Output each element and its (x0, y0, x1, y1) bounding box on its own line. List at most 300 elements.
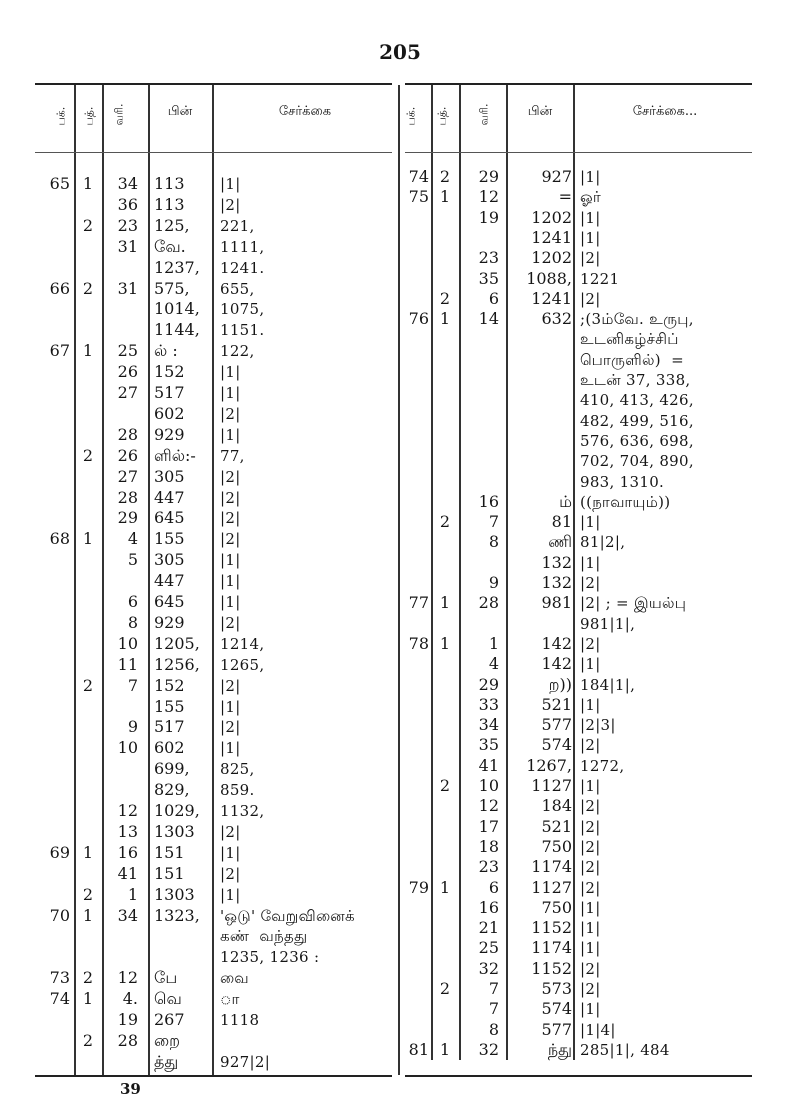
table-row (400, 187, 800, 207)
cell-vari: 28 (117, 487, 138, 507)
cell-serkkai: 1111, (220, 237, 265, 256)
cell-pak: 66 (49, 278, 70, 298)
cell-vari: 12 (117, 968, 138, 988)
cell-pin: 1127 (531, 877, 572, 897)
cell-pin: 577 (541, 1019, 572, 1039)
cell-pin: 521 (541, 694, 572, 714)
cell-serkkai: |2| (220, 822, 241, 841)
table-row (0, 634, 400, 655)
cell-serkkai: |2| (580, 980, 601, 998)
cell-pathi: 1 (82, 529, 94, 549)
cell-pin: 1323, (154, 905, 200, 925)
table-row (400, 735, 800, 755)
table-row (400, 614, 800, 634)
cell-pin: ம் (559, 491, 572, 511)
cell-pin: 132 (541, 573, 572, 592)
cell-serkkai: |1| (580, 513, 601, 532)
table-row (0, 1010, 400, 1031)
cell-serkkai: 184|1|, (580, 675, 636, 694)
table-row (400, 451, 800, 471)
cell-pin: 929 (154, 612, 185, 632)
cell-vari: 35 (478, 735, 499, 755)
cell-pin: 645 (154, 592, 185, 611)
cell-pathi: 2 (439, 979, 451, 998)
cell-pin: 267 (154, 1010, 185, 1029)
table-row (400, 248, 800, 268)
cell-vari: 6 (127, 592, 138, 611)
cell-pak: 74 (408, 167, 429, 186)
table-row (0, 885, 400, 906)
cell-pak: 65 (49, 174, 70, 193)
cell-pak: 76 (408, 309, 429, 329)
cell-pin: 574 (541, 735, 572, 755)
cell-pin: 577 (541, 715, 572, 735)
cell-pin: 517 (154, 717, 185, 737)
cell-vari: 14 (478, 309, 499, 329)
header-pin-right: பின் (527, 104, 553, 119)
cell-vari: 11 (117, 654, 138, 674)
table-row (0, 571, 400, 592)
cell-vari: 1 (488, 633, 499, 653)
table-row (400, 573, 800, 593)
cell-serkkai: |1| (580, 777, 601, 795)
cell-serkkai: |2| (580, 736, 601, 755)
cell-pin: 632 (541, 309, 572, 329)
cell-vari: 21 (478, 918, 499, 938)
cell-pin: 1029, (154, 801, 200, 820)
cell-serkkai: |1| (580, 939, 601, 958)
cell-vari: 41 (117, 863, 138, 883)
cell-serkkai: 927|2| (220, 1052, 271, 1071)
table-row (0, 717, 400, 738)
cell-pin: 517 (154, 383, 185, 402)
cell-vari: 16 (117, 842, 138, 862)
cell-serkkai: |1| (580, 208, 601, 227)
cell-vari: 27 (117, 383, 138, 402)
table-row (400, 857, 800, 877)
cell-serkkai: 1118 (220, 1011, 260, 1029)
cell-vari: 26 (117, 445, 138, 465)
cell-serkkai: |2| (580, 634, 601, 653)
cell-pin: ணி (548, 532, 572, 552)
cell-pin: 1127 (531, 776, 572, 795)
cell-serkkai: |1| (580, 228, 601, 247)
cell-pin: பே (154, 968, 178, 988)
cell-pathi: 2 (439, 776, 451, 795)
cell-pin: 142 (541, 654, 572, 674)
cell-serkkai: 285|1|, 484 (580, 1040, 670, 1059)
table-row (400, 898, 800, 918)
cell-serkkai: 1214, (220, 634, 265, 653)
cell-vari: 23 (117, 215, 138, 235)
cell-pin: 521 (541, 816, 572, 836)
cell-vari: 25 (117, 341, 138, 361)
cell-pin: 184 (541, 796, 572, 816)
cell-pin: 305 (154, 550, 185, 570)
table-row (0, 1031, 400, 1052)
cell-vari: 28 (478, 593, 499, 613)
table-row (400, 1040, 800, 1060)
table-row (400, 309, 800, 329)
cell-pin: 575, (154, 278, 190, 298)
table-row (0, 279, 400, 300)
cell-vari: 31 (117, 236, 138, 256)
table-row (0, 299, 400, 320)
table-row (400, 472, 800, 492)
cell-serkkai: ா (220, 990, 240, 1009)
cell-pak: 79 (408, 877, 429, 897)
cell-pak: 77 (408, 593, 429, 613)
cell-vari: 12 (117, 801, 138, 820)
cell-pin: 1202 (531, 207, 572, 227)
cell-serkkai: |2| (580, 574, 601, 592)
cell-pathi: 2 (82, 1030, 94, 1050)
table-row (0, 1052, 400, 1073)
cell-serkkai: 576, 636, 698, (580, 431, 694, 450)
table-row (400, 979, 800, 999)
table-row (0, 383, 400, 404)
cell-serkkai: 1235, 1236 : (220, 948, 320, 967)
header-pak-left: பக். (54, 106, 68, 126)
table-row (0, 320, 400, 341)
cell-vari: 34 (117, 174, 138, 193)
cell-pin: 1152 (531, 918, 572, 938)
cell-pin: 829, (154, 780, 190, 800)
cell-pathi: 2 (82, 968, 94, 988)
cell-pathi: 2 (82, 278, 94, 298)
table-row (0, 947, 400, 968)
cell-serkkai: |1| (580, 695, 601, 714)
header-vari-right: வரி. (477, 103, 491, 126)
cell-pathi: 2 (82, 215, 94, 235)
cell-pin: 602 (154, 403, 185, 423)
cell-vari: 4. (122, 989, 138, 1009)
cell-pak: 73 (49, 968, 70, 988)
table-row (400, 532, 800, 552)
table-row (0, 759, 400, 780)
cell-serkkai: |2| (220, 488, 241, 507)
cell-pathi: 1 (439, 593, 451, 613)
cell-vari: 9 (488, 573, 499, 592)
cell-pin: 929 (154, 424, 185, 444)
cell-vari: 32 (478, 1039, 499, 1059)
cell-pin: 125, (154, 215, 190, 235)
cell-serkkai: ஓர் (580, 188, 602, 207)
cell-pak: 68 (49, 529, 70, 549)
cell-vari: 7 (488, 999, 499, 1019)
table-row (0, 216, 400, 237)
cell-vari: 23 (478, 248, 499, 268)
header-rule-right (405, 152, 752, 153)
cell-pin: 573 (541, 979, 572, 998)
cell-pin: 155 (154, 696, 185, 716)
cell-serkkai: ;(3ம்வே. உருபு, (580, 310, 694, 329)
cell-serkkai: |1| (580, 898, 601, 917)
header-pathi-right: பத். (435, 106, 449, 126)
table-row (0, 508, 400, 529)
cell-serkkai: |2| (220, 467, 241, 486)
cell-vari: 32 (478, 958, 499, 978)
cell-vari: 18 (478, 836, 499, 856)
table-row (400, 878, 800, 898)
cell-pin: வே. (154, 236, 186, 256)
cell-serkkai: வை (220, 969, 249, 988)
cell-pathi: 2 (439, 512, 451, 532)
cell-pin: 981 (541, 593, 572, 613)
cell-pin: 1174 (531, 857, 572, 877)
cell-pathi: 1 (439, 1039, 451, 1059)
cell-serkkai: |1|4| (580, 1020, 616, 1039)
cell-vari: 34 (478, 715, 499, 735)
cell-pin: 699, (154, 759, 190, 779)
table-row (400, 370, 800, 390)
cell-serkkai: |2| (580, 858, 601, 877)
table-row (400, 269, 800, 289)
cell-vari: 7 (488, 979, 499, 998)
table-row (0, 655, 400, 676)
cell-vari: 8 (488, 532, 499, 552)
table-row (400, 959, 800, 979)
cell-pin: 602 (154, 738, 185, 758)
cell-vari: 29 (478, 167, 499, 186)
cell-serkkai: |1| (220, 384, 241, 402)
cell-vari: 26 (117, 362, 138, 382)
cell-vari: 7 (127, 675, 138, 695)
cell-serkkai: |2|3| (580, 716, 616, 735)
cell-serkkai: |1| (580, 919, 601, 938)
cell-serkkai: |2| (220, 530, 241, 549)
cell-vari: 4 (127, 529, 138, 549)
cell-vari: 23 (478, 857, 499, 877)
cell-serkkai: |1| (220, 551, 241, 570)
cell-pathi: 1 (82, 341, 94, 361)
cell-serkkai: |2| (580, 959, 601, 978)
table-row (400, 837, 800, 857)
cell-serkkai: |2| (220, 613, 241, 632)
cell-vari: 9 (127, 717, 138, 737)
table-row (400, 492, 800, 512)
cell-pin: த்து (154, 1051, 179, 1071)
cell-vari: 27 (117, 466, 138, 486)
cell-vari: 12 (478, 796, 499, 816)
table-row (400, 431, 800, 451)
cell-serkkai: ((நாவாயும்)) (580, 492, 671, 511)
cell-pathi: 1 (439, 309, 451, 329)
cell-vari: 33 (478, 694, 499, 714)
cell-serkkai: 1075, (220, 300, 265, 319)
cell-pin: 574 (541, 999, 572, 1019)
cell-serkkai: 410, 413, 426, (580, 391, 694, 410)
cell-pin: 927 (541, 167, 572, 186)
cell-serkkai: |1| (220, 885, 241, 904)
cell-vari: 25 (478, 938, 499, 958)
table-row (0, 362, 400, 383)
cell-pin: 142 (541, 633, 572, 653)
bottom-rule-left (35, 1075, 392, 1077)
cell-pathi: 2 (82, 445, 94, 465)
cell-vari: 12 (478, 187, 499, 207)
cell-serkkai: 702, 704, 890, (580, 452, 694, 471)
table-row (400, 918, 800, 938)
cell-pin: 113 (154, 194, 185, 214)
cell-serkkai: பொருளில்) = (580, 350, 684, 369)
table-row (400, 553, 800, 573)
table-row (400, 329, 800, 349)
cell-serkkai: 482, 499, 516, (580, 411, 694, 430)
table-row (400, 715, 800, 735)
cell-vari: 6 (488, 288, 499, 308)
cell-pin: 155 (154, 529, 185, 549)
table-row (0, 592, 400, 613)
table-row (400, 817, 800, 837)
cell-pin: 152 (154, 362, 185, 382)
cell-pin: 152 (154, 675, 185, 695)
cell-pathi: 1 (82, 905, 94, 925)
header-pak-right: பக். (404, 106, 418, 126)
cell-pin: 750 (541, 836, 572, 856)
cell-serkkai: 221, (220, 216, 255, 235)
table-row (0, 989, 400, 1010)
header-serkkai-right: சேர்க்கை... (632, 104, 698, 119)
table-row (400, 1020, 800, 1040)
cell-serkkai: 1221 (580, 269, 620, 288)
cell-vari: 6 (488, 877, 499, 897)
cell-pathi: 1 (439, 187, 451, 207)
cell-serkkai: 122, (220, 342, 255, 361)
cell-vari: 7 (488, 512, 499, 532)
cell-pin: = (558, 187, 572, 207)
cell-serkkai: |2| (580, 249, 601, 268)
cell-serkkai: |1| (220, 593, 241, 611)
cell-vari: 17 (478, 816, 499, 836)
cell-serkkai: |1| (220, 843, 241, 862)
table-row (400, 411, 800, 431)
cell-pin: 132 (541, 552, 572, 572)
cell-serkkai: |1| (220, 739, 241, 758)
cell-serkkai: |2| (580, 817, 601, 836)
cell-pin: 447 (154, 571, 185, 591)
cell-serkkai: 77, (220, 446, 245, 465)
cell-serkkai: |2| (580, 837, 601, 856)
cell-vari: 8 (127, 612, 138, 632)
cell-serkkai: |1| (580, 553, 601, 572)
cell-pathi: 1 (82, 989, 94, 1009)
cell-serkkai: 655, (220, 279, 255, 298)
cell-serkkai: 'ஒடு' வேறுவினைக் (220, 906, 355, 925)
cell-pin: 151 (154, 842, 185, 862)
cell-vari: 10 (478, 776, 499, 795)
cell-pin: 1267, (526, 755, 572, 775)
table-row (0, 174, 400, 195)
table-row (0, 550, 400, 571)
cell-vari: 8 (488, 1019, 499, 1039)
table-row (0, 195, 400, 216)
cell-pak: 81 (408, 1039, 429, 1059)
header-pin-left: பின் (167, 104, 193, 119)
table-row (0, 822, 400, 843)
table-row (0, 258, 400, 279)
cell-pin: 1174 (531, 938, 572, 958)
cell-pin: ற)) (548, 674, 572, 694)
table-row (0, 613, 400, 634)
cell-serkkai: 1272, (580, 756, 625, 775)
table-row (400, 634, 800, 654)
cell-serkkai: |2| (220, 718, 241, 737)
cell-serkkai: உடனிகழ்ச்சிப் (580, 330, 679, 349)
cell-serkkai: |1| (220, 697, 241, 716)
table-row (0, 801, 400, 822)
cell-vari: 19 (117, 1010, 138, 1029)
cell-serkkai: 981|1|, (580, 614, 636, 633)
cell-pathi: 2 (82, 675, 94, 695)
cell-pin: வெ (154, 989, 182, 1009)
table-row (400, 675, 800, 695)
cell-pak: 74 (49, 989, 70, 1009)
cell-serkkai: 81|2|, (580, 533, 626, 552)
cell-vari: 13 (117, 821, 138, 841)
cell-pathi: 2 (439, 288, 451, 308)
cell-serkkai: 1132, (220, 802, 265, 820)
cell-pin: 81 (551, 512, 572, 532)
table-row (0, 906, 400, 927)
cell-serkkai: |2| (220, 404, 241, 423)
cell-serkkai: 1241. (220, 258, 265, 277)
cell-pin: 305 (154, 466, 185, 486)
cell-serkkai: 1151. (220, 321, 265, 340)
cell-pak: 78 (408, 633, 429, 653)
page-number: 205 (379, 40, 421, 64)
table-row (400, 999, 800, 1019)
cell-pin: 1303 (154, 821, 195, 841)
cell-serkkai: |2| (580, 878, 601, 897)
cell-pin: 447 (154, 487, 185, 507)
cell-serkkai: உடன் 37, 338, (580, 371, 691, 389)
cell-serkkai: |1| (220, 572, 241, 591)
table-row (0, 738, 400, 759)
cell-serkkai: 859. (220, 781, 255, 800)
cell-vari: 1 (127, 884, 138, 904)
cell-vari: 29 (117, 508, 138, 528)
table-row (0, 676, 400, 697)
cell-vari: 10 (117, 633, 138, 653)
cell-pin: 1241 (531, 288, 572, 308)
table-row (400, 593, 800, 613)
cell-pin: 1144, (154, 320, 200, 340)
table-row (0, 446, 400, 467)
table-row (400, 776, 800, 796)
cell-vari: 4 (488, 654, 499, 674)
cell-pin: ளில்:- (154, 445, 196, 465)
cell-pak: 67 (49, 341, 70, 361)
cell-pin: 1202 (531, 248, 572, 268)
header-serkkai-left: சேர்க்கை (278, 104, 332, 119)
table-row (0, 529, 400, 550)
table-row (400, 654, 800, 674)
table-row (0, 780, 400, 801)
top-rule-left (35, 83, 392, 85)
header-rule-left (35, 152, 392, 153)
table-row (400, 228, 800, 248)
cell-pin: ல் : (154, 341, 178, 361)
cell-serkkai: |2| (220, 864, 241, 883)
cell-pin: 1088, (526, 268, 572, 288)
cell-pin: 645 (154, 508, 185, 528)
table-row (400, 208, 800, 228)
cell-serkkai: |1| (220, 175, 241, 193)
cell-pathi: 1 (439, 633, 451, 653)
cell-vari: 31 (117, 278, 138, 298)
cell-pin: றை (154, 1030, 181, 1050)
